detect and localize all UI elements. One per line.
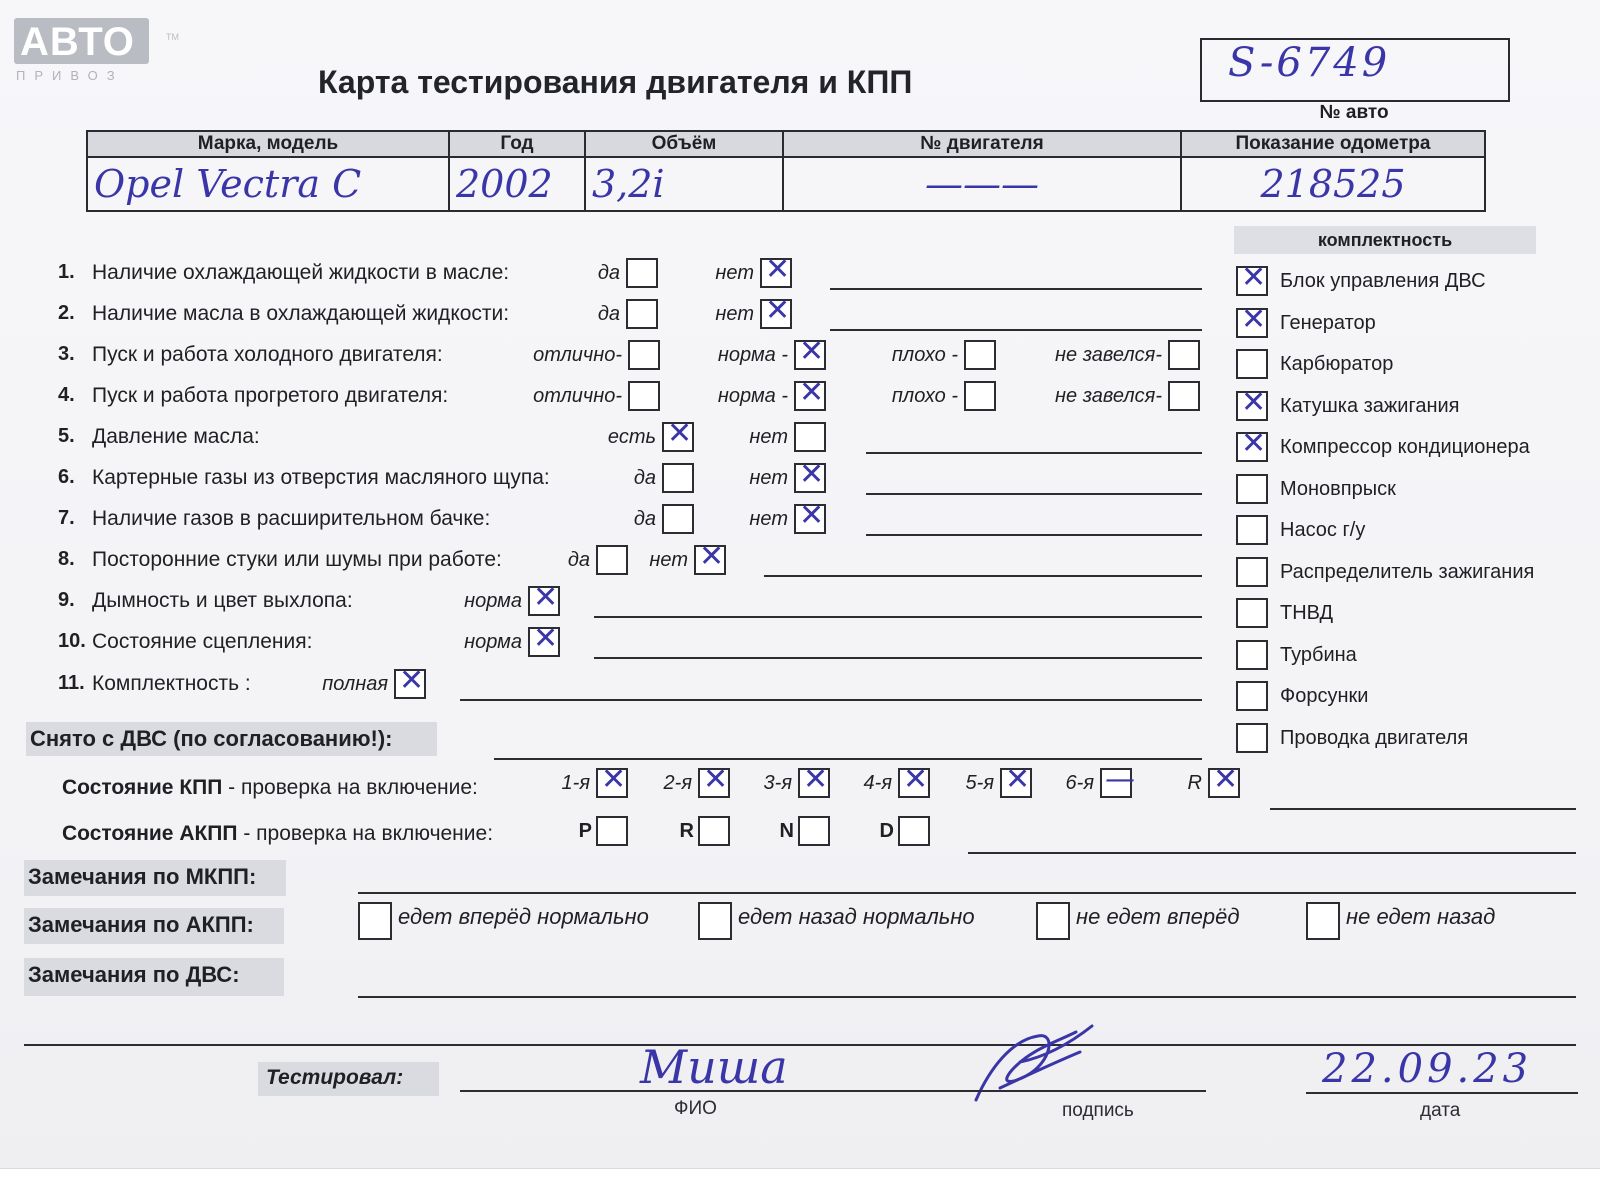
- akpp-label-bold: Состояние АКПП: [62, 822, 238, 845]
- option-label: отлично-: [533, 344, 622, 366]
- option-checkbox[interactable]: [628, 381, 660, 411]
- row-label: Картерные газы из отверстия масляного щупа:: [92, 466, 550, 489]
- option-label: плохо -: [891, 385, 958, 407]
- remarks-dvs-label: Замечания по ДВС:: [24, 958, 284, 996]
- vehicle-info-table: [86, 130, 1486, 212]
- gear-label: 4-я: [863, 772, 892, 794]
- komplektnost-checkbox[interactable]: [1236, 426, 1268, 462]
- row-number: 7.: [58, 507, 75, 529]
- volume-value[interactable]: 3,2i: [585, 157, 783, 211]
- page-title: Карта тестирования двигателя и КПП: [318, 64, 913, 100]
- row-notes-line[interactable]: [866, 534, 1202, 536]
- komplektnost-checkbox[interactable]: [1236, 384, 1268, 421]
- akpp-mode-label: R: [679, 820, 694, 842]
- gear-checkbox[interactable]: [898, 762, 930, 798]
- tested-by-label: Тестировал:: [258, 1062, 439, 1096]
- remarks-mkpp-label: Замечания по МКПП:: [24, 860, 286, 896]
- row-number: 10.: [58, 630, 86, 652]
- column-header: № двигателя: [783, 131, 1181, 157]
- komplektnost-checkbox[interactable]: [1236, 349, 1268, 379]
- option-label: не завелся-: [1055, 344, 1162, 366]
- komplektnost-label: ТНВД: [1280, 602, 1334, 624]
- row-label: Состояние сцепления:: [92, 630, 313, 653]
- option-checkbox[interactable]: [1168, 340, 1200, 370]
- komplektnost-checkbox[interactable]: [1236, 598, 1268, 628]
- option-checkbox[interactable]: [662, 504, 694, 534]
- komplektnost-checkbox[interactable]: [1236, 474, 1268, 504]
- gear-label: R: [1187, 772, 1202, 794]
- gear-label: 2-я: [663, 772, 692, 794]
- check-mark-icon: ✕: [667, 416, 693, 451]
- komplektnost-checkbox[interactable]: [1236, 681, 1268, 711]
- check-mark-icon: ✕: [765, 252, 791, 287]
- logo-subtitle: ПРИВОЗ: [16, 68, 124, 83]
- row-number: 11.: [58, 672, 85, 694]
- option-checkbox[interactable]: [794, 334, 826, 370]
- logo-text: АВТО: [20, 20, 135, 64]
- checklist-row: [0, 457, 1220, 497]
- komplektnost-checkbox[interactable]: [1236, 557, 1268, 587]
- komplektnost-checkbox[interactable]: [1236, 260, 1268, 296]
- row-number: 3.: [58, 343, 75, 365]
- row-label: Наличие охлаждающей жидкости в масле:: [92, 261, 510, 284]
- checklist-row: [0, 416, 1220, 456]
- option-checkbox[interactable]: [596, 545, 628, 575]
- check-mark-icon: ✕: [601, 762, 627, 797]
- komplektnost-label: Моновпрыск: [1280, 477, 1396, 500]
- komplektnost-label: Генератор: [1280, 311, 1376, 334]
- option-checkbox[interactable]: [626, 258, 658, 288]
- remarks-dvs-line[interactable]: [358, 996, 1576, 998]
- row-label: Дымность и цвет выхлопа:: [92, 589, 353, 612]
- column-header: Марка, модель: [87, 131, 449, 157]
- option-checkbox[interactable]: [794, 422, 826, 452]
- car-number-value[interactable]: S-6749: [1228, 40, 1391, 86]
- option-checkbox[interactable]: [794, 498, 826, 534]
- row-label: Наличие газов в расширительном бачке:: [92, 507, 491, 530]
- checklist-row: [0, 334, 1220, 374]
- gear-checkbox[interactable]: [1000, 762, 1032, 798]
- row-notes-line[interactable]: [830, 329, 1202, 331]
- removed-label: Снято с ДВС (по согласованию!):: [26, 722, 437, 756]
- remarks-akpp-label: Замечания по АКПП:: [24, 908, 284, 944]
- column-header: Год: [449, 131, 585, 157]
- akpp-remark-checkbox[interactable]: [698, 902, 732, 940]
- option-checkbox[interactable]: [662, 463, 694, 493]
- option-label: норма: [464, 590, 522, 612]
- komplektnost-label: Турбина: [1280, 643, 1357, 666]
- odometer-value[interactable]: 218525: [1181, 157, 1485, 211]
- akpp-line[interactable]: [968, 852, 1576, 854]
- option-label: отлично-: [533, 385, 622, 407]
- option-label: да: [597, 262, 620, 284]
- engine-number-value[interactable]: ———: [783, 157, 1181, 211]
- komplektnost-title: комплектность: [1234, 226, 1536, 254]
- avtoprivoz-logo: [14, 18, 179, 84]
- column-header: Показание одометра: [1181, 131, 1485, 157]
- removed-line[interactable]: [494, 758, 1202, 760]
- check-mark-icon: ✕: [903, 762, 929, 797]
- option-label: нет: [715, 303, 754, 325]
- check-mark-icon: ✕: [533, 621, 559, 656]
- option-checkbox[interactable]: [528, 580, 560, 616]
- komplektnost-item: [1236, 640, 1566, 674]
- gear-checkbox[interactable]: [1208, 762, 1240, 798]
- option-label: да: [597, 303, 620, 325]
- option-label: полная: [322, 673, 388, 695]
- row-number: 6.: [58, 466, 75, 488]
- akpp-remark-checkbox[interactable]: [358, 902, 392, 940]
- gear-checkbox[interactable]: [698, 762, 730, 798]
- name-line[interactable]: [460, 1090, 960, 1092]
- row-label: Посторонние стуки или шумы при работе:: [92, 548, 502, 571]
- komplektnost-label: Блок управления ДВС: [1280, 270, 1486, 292]
- gear-checkbox[interactable]: [798, 762, 830, 798]
- date-line[interactable]: [1306, 1092, 1578, 1094]
- gear-label: 1-я: [561, 772, 590, 794]
- row-number: 2.: [58, 302, 75, 324]
- check-mark-icon: ✕: [533, 580, 559, 615]
- option-label: да: [633, 467, 656, 489]
- test-date-value[interactable]: 22.09.23: [1322, 1046, 1533, 1092]
- checklist-row: [0, 252, 1220, 292]
- option-checkbox[interactable]: [964, 381, 996, 411]
- kpp-label: [62, 776, 478, 800]
- komplektnost-label: Карбюратор: [1280, 353, 1394, 375]
- akpp-remark-label: не едет назад: [1346, 904, 1496, 929]
- akpp-mode-checkbox[interactable]: [798, 816, 830, 846]
- signature-line[interactable]: [960, 1090, 1206, 1092]
- row-notes-line[interactable]: [460, 699, 1202, 701]
- checklist-row: [0, 539, 1220, 579]
- option-label: да: [567, 549, 590, 571]
- komplektnost-checkbox[interactable]: [1236, 301, 1268, 338]
- komplektnost-item: [1236, 301, 1566, 342]
- akpp-mode-checkbox[interactable]: [596, 816, 628, 846]
- option-label: норма: [464, 631, 522, 653]
- checklist-row: [0, 375, 1220, 415]
- option-checkbox[interactable]: [794, 457, 826, 493]
- option-checkbox[interactable]: [794, 375, 826, 411]
- option-checkbox[interactable]: [662, 416, 694, 452]
- komplektnost-item: [1236, 260, 1566, 300]
- gear-checkbox[interactable]: [1100, 762, 1135, 798]
- option-checkbox[interactable]: [760, 252, 792, 288]
- option-label: нет: [715, 262, 754, 284]
- paper-edge: [0, 1168, 1600, 1201]
- check-mark-icon: ✕: [1241, 426, 1267, 461]
- check-mark-icon: ✕: [1241, 384, 1267, 420]
- check-mark-icon: ✕: [1241, 301, 1267, 337]
- check-mark-icon: ✕: [1213, 762, 1239, 797]
- check-mark-icon: ✕: [799, 498, 825, 533]
- komplektnost-item: [1236, 598, 1566, 632]
- option-label: нет: [749, 426, 788, 448]
- akpp-mode-label: P: [578, 820, 592, 842]
- komplektnost-item: [1236, 723, 1566, 757]
- row-label: Пуск и работа холодного двигателя:: [92, 343, 443, 366]
- row-label: Комплектность :: [92, 672, 251, 695]
- option-label: нет: [749, 467, 788, 489]
- row-number: 1.: [58, 261, 75, 283]
- komplektnost-checkbox[interactable]: [1236, 723, 1268, 753]
- akpp-remark-checkbox[interactable]: [1036, 902, 1070, 940]
- row-notes-line[interactable]: [594, 657, 1202, 659]
- option-checkbox[interactable]: [626, 299, 658, 329]
- row-notes-line[interactable]: [866, 452, 1202, 454]
- kpp-label-bold: Состояние КПП: [62, 776, 223, 799]
- check-mark-icon: ✕: [1005, 762, 1031, 797]
- row-notes-line[interactable]: [866, 493, 1202, 495]
- row-number: 9.: [58, 589, 75, 611]
- akpp-mode-checkbox[interactable]: [698, 816, 730, 846]
- checklist-row: [0, 580, 1220, 620]
- komplektnost-checkbox[interactable]: [1236, 640, 1268, 670]
- komplektnost-item: [1236, 426, 1566, 466]
- akpp-label-rest: - проверка на включение:: [237, 822, 494, 845]
- gear-label: 6-я: [1065, 772, 1094, 794]
- option-checkbox[interactable]: [964, 340, 996, 370]
- option-checkbox[interactable]: [528, 621, 560, 657]
- check-mark-icon: ✕: [799, 334, 825, 369]
- akpp-mode-label: N: [779, 820, 794, 842]
- row-notes-line[interactable]: [764, 575, 1202, 577]
- akpp-mode-checkbox[interactable]: [898, 816, 930, 846]
- akpp-mode-label: D: [879, 820, 894, 842]
- car-number-label: № авто: [1319, 102, 1389, 123]
- komplektnost-checkbox[interactable]: [1236, 515, 1268, 545]
- logo-trademark: TM: [166, 32, 179, 42]
- remarks-mkpp-line[interactable]: [358, 892, 1576, 894]
- option-checkbox[interactable]: [1168, 381, 1200, 411]
- option-checkbox[interactable]: [760, 293, 792, 329]
- date-caption: дата: [1420, 1100, 1461, 1121]
- option-checkbox[interactable]: [694, 539, 726, 575]
- check-mark-icon: ✕: [799, 375, 825, 410]
- column-header: Объём: [585, 131, 783, 157]
- row-label: Пуск и работа прогретого двигателя:: [92, 384, 449, 407]
- row-notes-line[interactable]: [830, 288, 1202, 290]
- option-label: да: [633, 508, 656, 530]
- komplektnost-item: [1236, 557, 1566, 591]
- option-label: есть: [607, 426, 656, 448]
- komplektnost-item: [1236, 515, 1566, 549]
- komplektnost-item: [1236, 349, 1566, 383]
- gear-label: 5-я: [965, 772, 994, 794]
- row-number: 4.: [58, 384, 75, 406]
- komplektnost-item: [1236, 681, 1566, 715]
- signature-image: [960, 1018, 1110, 1108]
- year-value[interactable]: 2002: [449, 157, 585, 211]
- komplektnost-label: Катушка зажигания: [1280, 394, 1460, 417]
- checklist-row: [0, 663, 1220, 703]
- option-checkbox[interactable]: [628, 340, 660, 370]
- komplektnost-label: Компрессор кондиционера: [1280, 436, 1530, 458]
- option-label: норма -: [717, 385, 788, 407]
- option-label: плохо -: [891, 344, 958, 366]
- name-caption: ФИО: [674, 1098, 717, 1119]
- check-mark-icon: ✕: [765, 293, 791, 328]
- checklist-row: [0, 293, 1220, 333]
- komplektnost-item: [1236, 384, 1566, 425]
- komplektnost-label: Проводка двигателя: [1280, 726, 1469, 749]
- gear-checkbox[interactable]: [596, 762, 628, 798]
- option-label: нет: [749, 508, 788, 530]
- check-mark-icon: —: [1105, 762, 1135, 797]
- komplektnost-label: Форсунки: [1280, 685, 1369, 707]
- checklist-row: [0, 621, 1220, 661]
- akpp-remark-checkbox[interactable]: [1306, 902, 1340, 940]
- row-notes-line[interactable]: [594, 616, 1202, 618]
- row-number: 8.: [58, 548, 75, 570]
- row-label: Наличие масла в охлаждающей жидкости:: [92, 302, 510, 325]
- check-mark-icon: ✕: [799, 457, 825, 492]
- option-label: нет: [649, 549, 688, 571]
- checklist-row: [0, 498, 1220, 538]
- akpp-remark-label: не едет вперёд: [1076, 904, 1240, 929]
- komplektnost-item: [1236, 474, 1566, 508]
- kpp-label-rest: - проверка на включение:: [222, 776, 478, 799]
- akpp-remark-label: едет вперёд нормально: [398, 904, 649, 929]
- check-mark-icon: ✕: [699, 539, 725, 574]
- row-label: Давление масла:: [92, 425, 260, 448]
- check-mark-icon: ✕: [703, 762, 729, 797]
- option-label: не завелся-: [1055, 385, 1162, 407]
- make-model-value[interactable]: Opel Vectra C: [87, 157, 449, 211]
- check-mark-icon: ✕: [803, 762, 829, 797]
- tester-name-value[interactable]: Миша: [640, 1040, 788, 1094]
- gear-label: 3-я: [763, 772, 792, 794]
- check-mark-icon: ✕: [399, 663, 425, 698]
- kpp-line[interactable]: [1270, 808, 1576, 810]
- akpp-remark-label: едет назад нормально: [738, 904, 975, 929]
- row-number: 5.: [58, 425, 75, 447]
- komplektnost-label: Распределитель зажигания: [1280, 560, 1535, 583]
- komplektnost-label: Насос г/у: [1280, 519, 1366, 541]
- option-checkbox[interactable]: [394, 663, 426, 699]
- signature-caption: подпись: [1062, 1100, 1134, 1121]
- akpp-label: [62, 822, 493, 846]
- option-label: норма -: [717, 344, 788, 366]
- check-mark-icon: ✕: [1241, 260, 1267, 295]
